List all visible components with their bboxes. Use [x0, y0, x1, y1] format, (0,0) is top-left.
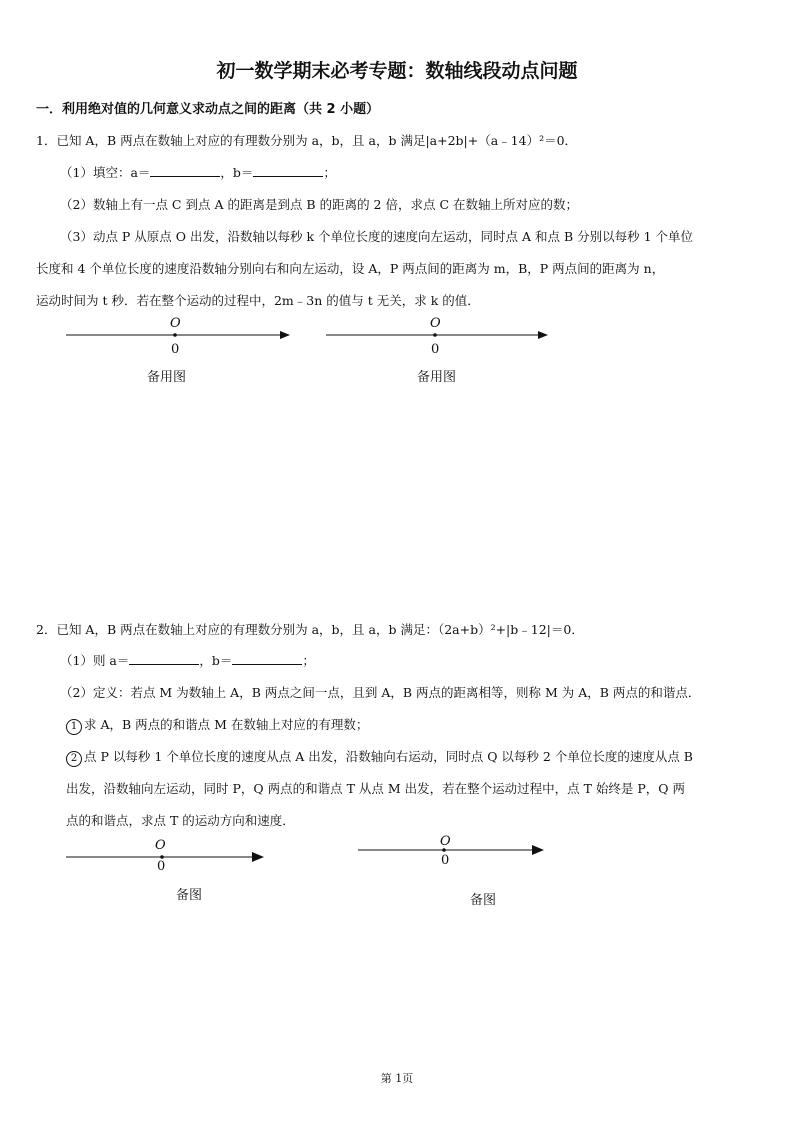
q2-part1-suffix: ； — [302, 653, 315, 668]
q1-part1-mid: ，b＝ — [220, 165, 254, 180]
q1-part3-line1: （3）动点 P 从原点 O 出发，沿数轴以每秒 k 个单位长度的速度向左运动，同时点 A 和点 B 分别以每秒 1 个单位 — [60, 229, 694, 244]
q2-stem: 2．已知 A，B 两点在数轴上对应的有理数分别为 a，b，且 a，b 满足：（2a+b）²+|b﹣12|＝0． — [36, 622, 584, 637]
q1-part2: （2）数轴上有一点 C 到点 A 的距离是到点 B 的距离的 2 倍，求点 C 在数轴上所对应的数； — [60, 197, 578, 212]
q2-subq2-line1 — [66, 747, 693, 767]
q2-part2: （2）定义：若点 M 为数轴上 A，B 两点之间一点，且到 A，B 两点的距离相等，则称 M 为 A，B 两点的和谐点． — [60, 685, 701, 700]
q1-axis1-caption: 备用图 — [147, 370, 187, 385]
q1-axis2-origin-label: O — [430, 316, 441, 331]
q2-axis2-caption: 备图 — [470, 893, 497, 908]
q2-axis1-caption: 备图 — [176, 888, 203, 903]
q1-stem: 1．已知 A，B 两点在数轴上对应的有理数分别为 a，b，且 a，b 满足|a+2b|+（a﹣14）²＝0． — [36, 133, 578, 148]
q1-answer-a-blank[interactable] — [150, 164, 220, 177]
q2-part1-prefix: （1）则 a＝ — [60, 653, 130, 668]
q1-answer-b-blank[interactable] — [253, 164, 323, 177]
q2-subq2-marker: 2 — [66, 751, 82, 767]
q1-axis2-caption: 备用图 — [417, 370, 457, 385]
q1-axis1-zero-label: 0 — [171, 342, 180, 357]
q2-axis1-origin-label: O — [155, 838, 166, 853]
q1-axis1-origin-label: O — [170, 316, 181, 331]
q2-axis2-origin-label: O — [440, 834, 451, 849]
q2-subq1-marker: 1 — [66, 719, 82, 735]
q2-answer-a-blank[interactable] — [129, 652, 199, 665]
section-heading: 一．利用绝对值的几何意义求动点之间的距离（共 2 小题） — [36, 102, 380, 117]
q2-axis1-zero-label: 0 — [157, 859, 166, 874]
q1-part3-line2: 长度和 4 个单位长度的速度沿数轴分别向右和向左运动，设 A，P 两点间的距离为 m，B，P 两点间的距离为 n， — [36, 261, 665, 276]
q2-subq1-text: 求 A，B 两点的和谐点 M 在数轴上对应的有理数； — [84, 717, 369, 732]
q2-number-line-2 — [358, 843, 544, 857]
q2-answer-b-blank[interactable] — [232, 652, 302, 665]
page-number: 第 1页 — [380, 1072, 414, 1085]
q1-part3-line3: 运动时间为 t 秒．若在整个运动的过程中，2m﹣3n 的值与 t 无关，求 k 的值． — [36, 293, 480, 308]
q2-axis2-zero-label: 0 — [441, 853, 450, 868]
q2-subq1 — [66, 715, 368, 735]
q2-subq2-line3: 点的和谐点，求点 T 的运动方向和速度． — [66, 813, 295, 828]
q2-subq2-line2: 出发，沿数轴向左运动，同时 P，Q 两点的和谐点 T 从点 M 出发，若在整个运动过程中，点 T 始终是 P，Q 两 — [66, 781, 686, 796]
q1-axis2-zero-label: 0 — [431, 342, 440, 357]
page-title: 初一数学期末必考专题：数轴线段动点问题 — [216, 60, 578, 82]
q1-part1 — [60, 163, 336, 181]
q2-subq2-text1: 点 P 以每秒 1 个单位长度的速度从点 A 出发，沿数轴向右运动，同时点 Q 以每秒 2 个单位长度的速度从点 B — [84, 749, 693, 764]
q1-part1-suffix: ； — [323, 165, 336, 180]
q2-part1 — [60, 651, 315, 669]
q2-part1-mid: ，b＝ — [199, 653, 233, 668]
q1-part1-prefix: （1）填空：a＝ — [60, 165, 151, 180]
